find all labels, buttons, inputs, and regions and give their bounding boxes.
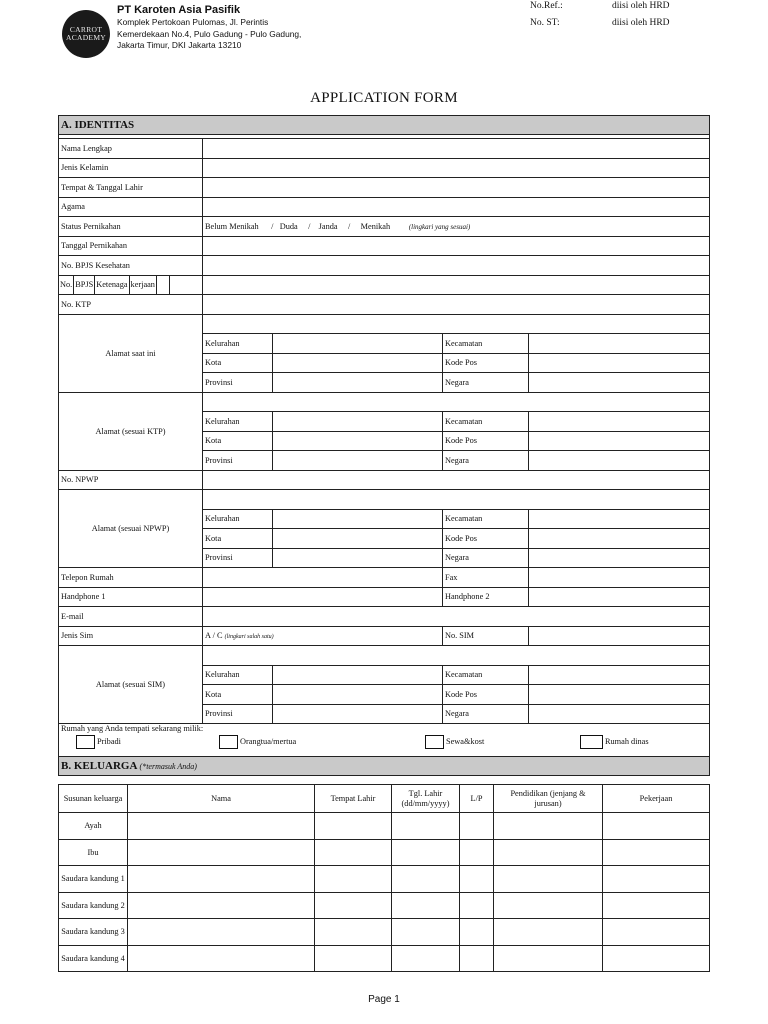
lp-cell[interactable] [460, 866, 494, 893]
rumah-option-orangtua[interactable] [219, 735, 296, 749]
label-kota: Kota [203, 529, 273, 549]
pekerjaan-cell[interactable] [603, 892, 710, 919]
tempat-lahir-cell[interactable] [315, 866, 392, 893]
status-option[interactable]: Belum Menikah [205, 221, 259, 231]
telepon-field[interactable] [203, 568, 443, 588]
lp-cell[interactable] [460, 839, 494, 866]
pendidikan-cell[interactable] [494, 866, 603, 893]
label-nama: Nama Lengkap [59, 139, 203, 159]
rumah-row [59, 724, 710, 757]
nama-cell[interactable] [128, 839, 315, 866]
tempat-lahir-cell[interactable] [315, 892, 392, 919]
label-telepon: Telepon Rumah [59, 568, 203, 588]
label-kelurahan: Kelurahan [203, 412, 273, 432]
kode-pos-field[interactable] [529, 685, 710, 705]
section-b-heading: B. KELUARGA [61, 760, 137, 772]
option-label: Rumah dinas [605, 736, 649, 746]
form-title: APPLICATION FORM [310, 90, 458, 106]
label-kota: Kota [203, 431, 273, 451]
label-ttl: Tempat & Tanggal Lahir [59, 178, 203, 198]
status-option[interactable]: Janda [318, 221, 338, 231]
checkbox[interactable] [580, 735, 603, 749]
checkbox[interactable] [219, 735, 238, 749]
pekerjaan-cell[interactable] [603, 919, 710, 946]
hp2-field[interactable] [529, 587, 710, 607]
row-label: Saudara kandung 1 [59, 866, 128, 893]
company-name: PT Karoten Asia Pasifik [117, 4, 241, 16]
table-row [59, 892, 710, 919]
row-label: Saudara kandung 2 [59, 892, 128, 919]
checkbox[interactable] [76, 735, 95, 749]
label-email: E-mail [59, 607, 203, 627]
separator: / [271, 221, 274, 231]
agama-field[interactable] [203, 197, 710, 217]
negara-field[interactable] [529, 373, 710, 393]
label-alamat-npwp: Alamat (sesuai NPWP) [59, 490, 203, 568]
option-label: Sewa&kost [446, 736, 485, 746]
alamat-ktp-field[interactable] [203, 392, 710, 412]
nama-cell[interactable] [128, 919, 315, 946]
negara-field[interactable] [529, 704, 710, 724]
label-bpjs-tk [59, 275, 203, 295]
pendidikan-cell[interactable] [494, 892, 603, 919]
kode-pos-field[interactable] [529, 529, 710, 549]
bpjs-kes-field[interactable] [203, 256, 710, 276]
email-field[interactable] [203, 607, 710, 627]
tgl-lahir-cell[interactable] [392, 839, 460, 866]
kelurahan-field[interactable] [273, 412, 443, 432]
tempat-lahir-cell[interactable] [315, 919, 392, 946]
rumah-option-dinas[interactable] [580, 735, 649, 749]
status-note: (lingkari yang sesuai) [408, 222, 471, 231]
label-kelurahan: Kelurahan [203, 334, 273, 354]
kode-pos-field[interactable] [529, 431, 710, 451]
label-alamat-ktp: Alamat (sesuai KTP) [59, 392, 203, 470]
label-kecamatan: Kecamatan [443, 665, 529, 685]
jenis-sim-field[interactable] [203, 626, 443, 646]
bpjs-tk-label-part: Ketenaga [95, 276, 129, 294]
col-header: Pekerjaan [603, 785, 710, 813]
sim-note: (lingkari salah satu) [224, 634, 274, 641]
tgl-lahir-cell[interactable] [392, 892, 460, 919]
label-no-sim: No. SIM [443, 626, 529, 646]
label-provinsi: Provinsi [203, 373, 273, 393]
pendidikan-cell[interactable] [494, 813, 603, 840]
rumah-label: Rumah yang Anda tempati sekarang milik: [61, 724, 204, 733]
kecamatan-field[interactable] [529, 665, 710, 685]
label-alamat-sim: Alamat (sesuai SIM) [59, 646, 203, 724]
no-ref-label: No.Ref.: [530, 1, 563, 11]
label-kecamatan: Kecamatan [443, 334, 529, 354]
separator: / [308, 221, 311, 231]
pekerjaan-cell[interactable] [603, 945, 710, 972]
col-header: Tgl. Lahir (dd/mm/yyyy) [392, 785, 460, 813]
company-address [117, 17, 301, 52]
provinsi-field[interactable] [273, 373, 443, 393]
bpjs-tk-field[interactable] [203, 275, 710, 295]
label-kota: Kota [203, 685, 273, 705]
logo-text: CARROT [69, 25, 103, 34]
kota-field[interactable] [273, 431, 443, 451]
option-label: Pribadi [97, 736, 121, 746]
col-header: L/P [460, 785, 494, 813]
lp-cell[interactable] [460, 813, 494, 840]
label-kecamatan: Kecamatan [443, 509, 529, 529]
ttl-field[interactable] [203, 178, 710, 198]
company-logo [62, 10, 110, 58]
label-provinsi: Provinsi [203, 548, 273, 568]
tempat-lahir-cell[interactable] [315, 813, 392, 840]
identity-table [58, 115, 710, 776]
provinsi-field[interactable] [273, 704, 443, 724]
provinsi-field[interactable] [273, 451, 443, 471]
label-npwp: No. NPWP [59, 470, 203, 490]
kelurahan-field[interactable] [273, 509, 443, 529]
label-kelurahan: Kelurahan [203, 665, 273, 685]
pendidikan-cell[interactable] [494, 919, 603, 946]
fax-field[interactable] [529, 568, 710, 588]
bpjs-tk-label-part: kerjaan [130, 276, 157, 294]
negara-field[interactable] [529, 451, 710, 471]
row-label: Saudara kandung 3 [59, 919, 128, 946]
kecamatan-field[interactable] [529, 334, 710, 354]
nama-field[interactable] [203, 139, 710, 159]
label-kecamatan: Kecamatan [443, 412, 529, 432]
label-provinsi: Provinsi [203, 451, 273, 471]
kota-field[interactable] [273, 529, 443, 549]
bpjs-tk-label-part: No. [59, 276, 74, 294]
row-label: Ibu [59, 839, 128, 866]
section-a-title: A. IDENTITAS [59, 116, 710, 135]
ktp-field[interactable] [203, 295, 710, 315]
status-option[interactable]: Duda [279, 221, 298, 231]
separator: / [347, 221, 351, 231]
label-negara: Negara [443, 451, 529, 471]
label-kode-pos: Kode Pos [443, 529, 529, 549]
nama-cell[interactable] [128, 866, 315, 893]
nama-cell[interactable] [128, 813, 315, 840]
bpjs-tk-cell [157, 276, 170, 294]
label-agama: Agama [59, 197, 203, 217]
negara-field[interactable] [529, 548, 710, 568]
status-option[interactable]: Menikah [360, 221, 391, 231]
tempat-lahir-cell[interactable] [315, 839, 392, 866]
npwp-field[interactable] [203, 470, 710, 490]
label-provinsi: Provinsi [203, 704, 273, 724]
rumah-option-pribadi[interactable] [76, 735, 121, 749]
tgl-lahir-cell[interactable] [392, 945, 460, 972]
pendidikan-cell[interactable] [494, 945, 603, 972]
kode-pos-field[interactable] [529, 353, 710, 373]
col-header: Nama [128, 785, 315, 813]
kelurahan-field[interactable] [273, 665, 443, 685]
label-status: Status Pernikahan [59, 217, 203, 237]
sim-options[interactable]: A / C [205, 631, 223, 641]
page-number: Page 1 [368, 994, 400, 1005]
rumah-option-sewa[interactable] [425, 735, 484, 749]
col-header: Susunan keluarga [59, 785, 128, 813]
alamat-npwp-field[interactable] [203, 490, 710, 510]
kota-field[interactable] [273, 685, 443, 705]
no-st-value: diisi oleh HRD [612, 18, 670, 28]
table-row [59, 919, 710, 946]
tanggal-nikah-field[interactable] [203, 236, 710, 256]
label-bpjs-kes: No. BPJS Kesehatan [59, 256, 203, 276]
lp-cell[interactable] [460, 919, 494, 946]
label-tanggal-nikah: Tanggal Pernikahan [59, 236, 203, 256]
section-b-note: (*termasuk Anda) [139, 762, 197, 771]
no-st-label: No. ST: [530, 18, 560, 28]
hp1-field[interactable] [203, 587, 443, 607]
tgl-lahir-cell[interactable] [392, 919, 460, 946]
pekerjaan-cell[interactable] [603, 813, 710, 840]
tgl-lahir-cell[interactable] [392, 866, 460, 893]
label-hp1: Handphone 1 [59, 587, 203, 607]
kecamatan-field[interactable] [529, 509, 710, 529]
label-kode-pos: Kode Pos [443, 353, 529, 373]
row-label: Saudara kandung 4 [59, 945, 128, 972]
label-jenis-sim: Jenis Sim [59, 626, 203, 646]
label-kode-pos: Kode Pos [443, 685, 529, 705]
family-table [58, 784, 710, 972]
no-ref-value: diisi oleh HRD [612, 1, 670, 11]
label-negara: Negara [443, 548, 529, 568]
jenis-kelamin-field[interactable] [203, 158, 710, 178]
nama-cell[interactable] [128, 892, 315, 919]
bpjs-tk-label-part: BPJS [74, 276, 95, 294]
pendidikan-cell[interactable] [494, 839, 603, 866]
label-hp2: Handphone 2 [443, 587, 529, 607]
kelurahan-field[interactable] [273, 334, 443, 354]
label-ktp: No. KTP [59, 295, 203, 315]
label-kode-pos: Kode Pos [443, 431, 529, 451]
option-label: Orangtua/mertua [240, 736, 297, 746]
no-sim-field[interactable] [529, 626, 710, 646]
status-field[interactable] [203, 217, 710, 237]
table-row [59, 866, 710, 893]
kecamatan-field[interactable] [529, 412, 710, 432]
lp-cell[interactable] [460, 892, 494, 919]
label-alamat-ini: Alamat saat ini [59, 314, 203, 392]
row-label: Ayah [59, 813, 128, 840]
logo-text: ACADEMY [65, 33, 107, 42]
kota-field[interactable] [273, 353, 443, 373]
label-negara: Negara [443, 373, 529, 393]
tempat-lahir-cell[interactable] [315, 945, 392, 972]
tgl-lahir-cell[interactable] [392, 813, 460, 840]
lp-cell[interactable] [460, 945, 494, 972]
label-fax: Fax [443, 568, 529, 588]
address-line: Komplek Pertokoan Pulomas, Jl. Perintis [117, 17, 269, 27]
alamat-ini-field[interactable] [203, 314, 710, 334]
provinsi-field[interactable] [273, 548, 443, 568]
address-line: Kemerdekaan No.4, Pulo Gadung - Pulo Gadung, [117, 28, 302, 39]
col-header: Pendidikan (jenjang & jurusan) [494, 785, 603, 813]
pekerjaan-cell[interactable] [603, 866, 710, 893]
pekerjaan-cell[interactable] [603, 839, 710, 866]
label-jenis-kelamin: Jenis Kelamin [59, 158, 203, 178]
alamat-sim-field[interactable] [203, 646, 710, 666]
table-row [59, 839, 710, 866]
label-negara: Negara [443, 704, 529, 724]
label-kota: Kota [203, 353, 273, 373]
table-row [59, 813, 710, 840]
nama-cell[interactable] [128, 945, 315, 972]
table-row [59, 945, 710, 972]
address-line: Jakarta Timur, DKI Jakarta 13210 [117, 40, 242, 50]
label-kelurahan: Kelurahan [203, 509, 273, 529]
col-header: Tempat Lahir [315, 785, 392, 813]
checkbox[interactable] [425, 735, 444, 749]
section-b-title [59, 757, 710, 776]
